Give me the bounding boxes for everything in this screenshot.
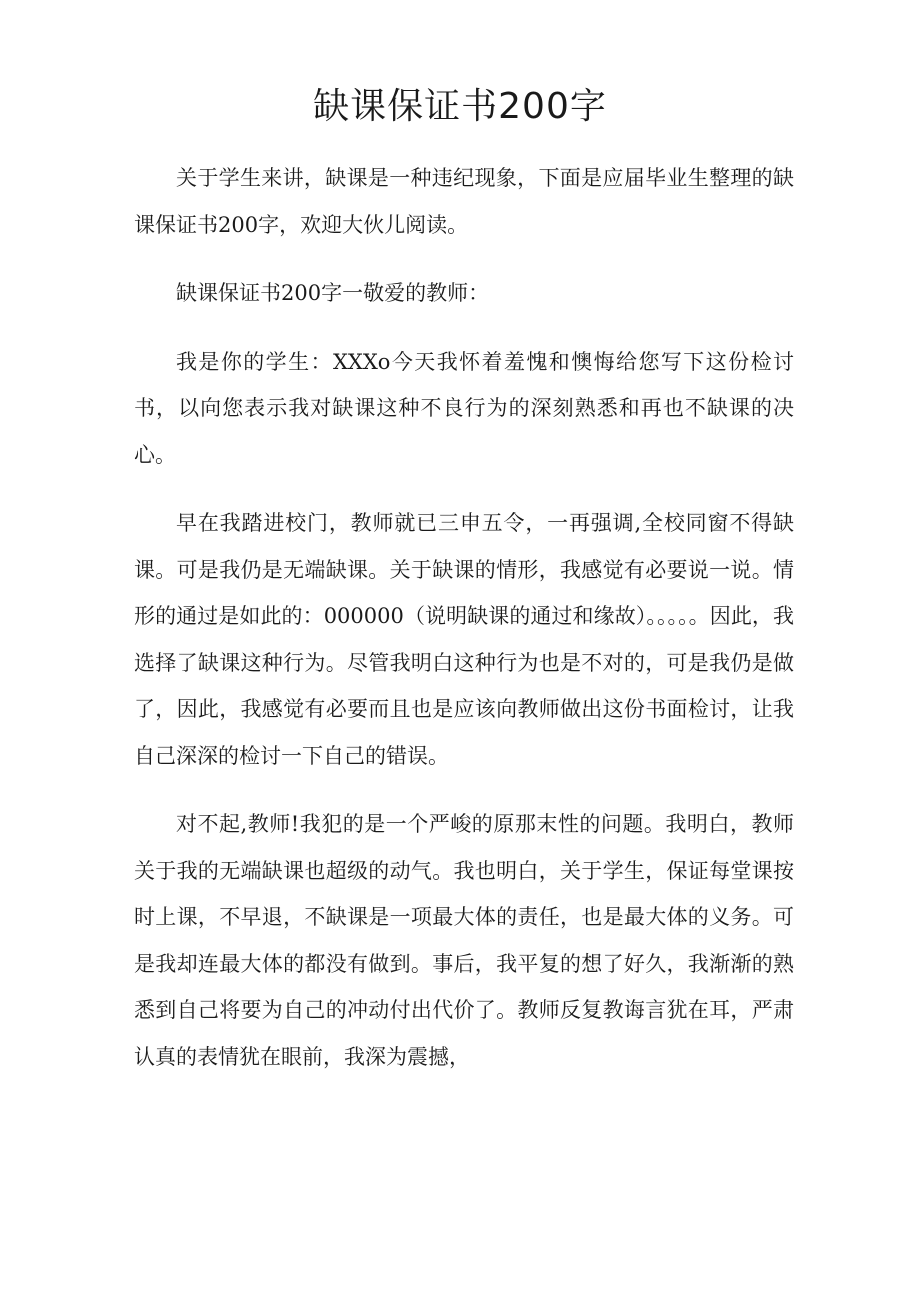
paragraph-apology: 对不起,教师!我犯的是一个严峻的原那末性的问题。我明白，教师关于我的无端缺课也超级的动气。我也明白，关于学生，保证每堂课按时上课，不早退，不缺课是一项最大体的责任，也是最大体的义务。可是我却连最大体的都没有做到。事后，我平复的想了好久，我渐渐的熟悉到自己将要为自己的冲动付出代价了。教师反复教诲言犹在耳，严肃认真的表情犹在眼前，我深为震撼， [134, 812, 794, 1069]
document-title: 缺课保证书200字 [313, 86, 607, 127]
paragraph-circumstances: 早在我踏进校门，教师就已三申五令，一再强调,全校同窗不得缺课。可是我仍是无端缺课。关于缺课的情形，我感觉有必要说一说。情形的通过是如此的：000000（说明缺课的通过和缘故）。。。。。因此，我选择了缺课这种行为。尽管我明白这种行为也是不对的，可是我仍是做了，因此，我感觉有必要而且也是应该向教师做出这份书面检讨，让我自己深深的检讨一下自己的错误。 [134, 511, 794, 768]
paragraph-salutation: 缺课保证书200字一敬爱的教师： [176, 281, 490, 305]
paragraph-opening: 我是你的学生：XXXo今天我怀着羞愧和懊悔给您写下这份检讨书，以向您表示我对缺课这种不良行为的深刻熟悉和再也不缺课的决心。 [134, 349, 794, 467]
paragraph-intro: 关于学生来讲，缺课是一种违纪现象，下面是应届毕业生整理的缺课保证书200字，欢迎大伙儿阅读。 [134, 166, 794, 237]
document-body [134, 155, 794, 1102]
